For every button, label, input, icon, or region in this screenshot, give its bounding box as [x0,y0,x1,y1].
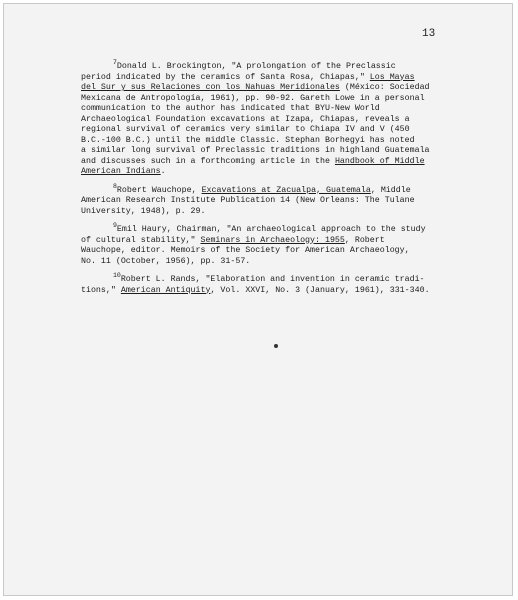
footnote-line [81,222,443,236]
footnote-9 [81,222,443,267]
footnote-text: tions," [81,285,121,295]
footnote-text: Donald L. Brockington, "A prolongation of the Preclassic [116,62,396,71]
footnote-text: Mexicana de Antropología, 1961), pp. 90-92. Gareth Lowe in a personal [81,93,425,103]
underlined-title: Los Mayas [369,72,415,82]
underlined-title: Excavations at Zacualpa, Guatemala [201,185,371,195]
ink-dot [274,344,278,348]
footnote-line [81,136,443,147]
footnote-text: , Vol. XXVI, No. 3 (January, 1961), 331-340. [210,285,430,295]
footnote-text: B.C.-100 B.C.) until the middle Classic. Stephan Borhegyi has noted [81,135,415,145]
footnote-text: Emil Haury, Chairman, "An archaeological approach to the study [116,225,426,234]
footnote-10 [81,272,443,296]
footnote-marker: 10 [113,272,121,280]
footnote-text: and discusses such in a forthcoming article in the [81,156,335,166]
footnote-line [81,83,443,94]
footnote-text: American Research Institute Publication 14 (New Orleans: The Tulane [81,196,415,205]
footnote-7 [81,59,443,178]
footnote-line [81,236,443,247]
underlined-title: American Indians [81,167,161,176]
footnote-text: Robert L. Rands, "Elaboration and invention in ceramic tradi- [120,275,425,284]
footnote-line [81,125,443,136]
footnote-line [81,182,443,197]
footnote-8 [81,182,443,218]
footnote-line [81,94,443,105]
footnote-text: of cultural stability," [81,235,201,245]
footnote-line [81,272,443,286]
footnote-line [81,286,443,297]
footnote-text: . [160,167,166,176]
footnote-line [81,196,443,207]
footnote-line [81,59,443,73]
footnote-text: regional survival of ceramics very similar to Chiapa IV and V (450 [81,125,410,134]
footnote-text: University, 1948), p. 29. [81,206,206,216]
footnote-line [81,115,443,126]
footnote-line [81,246,443,257]
footnote-line [81,257,443,268]
footnote-text: communication to the author has indicated that BYU-New World [81,104,380,113]
footnote-line [81,207,443,218]
footnotes [81,59,443,304]
footnote-text: , Middle [370,185,411,195]
footnote-line [81,157,443,168]
underlined-title: del Sur y sus Relaciones con los Nahuas Meridionales [81,83,340,92]
footnote-text: (México: Sociedad [339,83,430,92]
footnote-text: period indicated by the ceramics of Santa Rosa, Chiapas," [81,72,370,82]
footnote-marker: 8 [113,182,117,190]
underlined-title: Handbook of Middle [334,156,425,166]
footnote-marker: 9 [113,222,117,230]
footnote-text: Archaeological Foundation excavations at Izapa, Chiapas, reveals a [81,114,410,124]
footnote-line [81,73,443,84]
footnote-text: Wauchope, editor. Memoirs of the Society for American Archaeology, [81,246,410,255]
footnote-text: No. 11 (October, 1956), pp. 31-57. [81,256,251,266]
footnote-marker: 7 [113,59,117,67]
footnote-text: Robert Wauchope, [116,185,202,195]
underlined-title: Seminars in Archaeology: 1955 [200,235,345,245]
footnote-text: , Robert [344,235,385,245]
footnote-line [81,146,443,157]
footnote-text: a similar long survival of Preclassic traditions in highland Guatemala [81,146,430,155]
document-page [3,3,513,596]
page-number: 13 [422,28,436,40]
underlined-title: American Antiquity [120,285,211,295]
footnote-line [81,104,443,115]
footnote-line [81,167,443,178]
